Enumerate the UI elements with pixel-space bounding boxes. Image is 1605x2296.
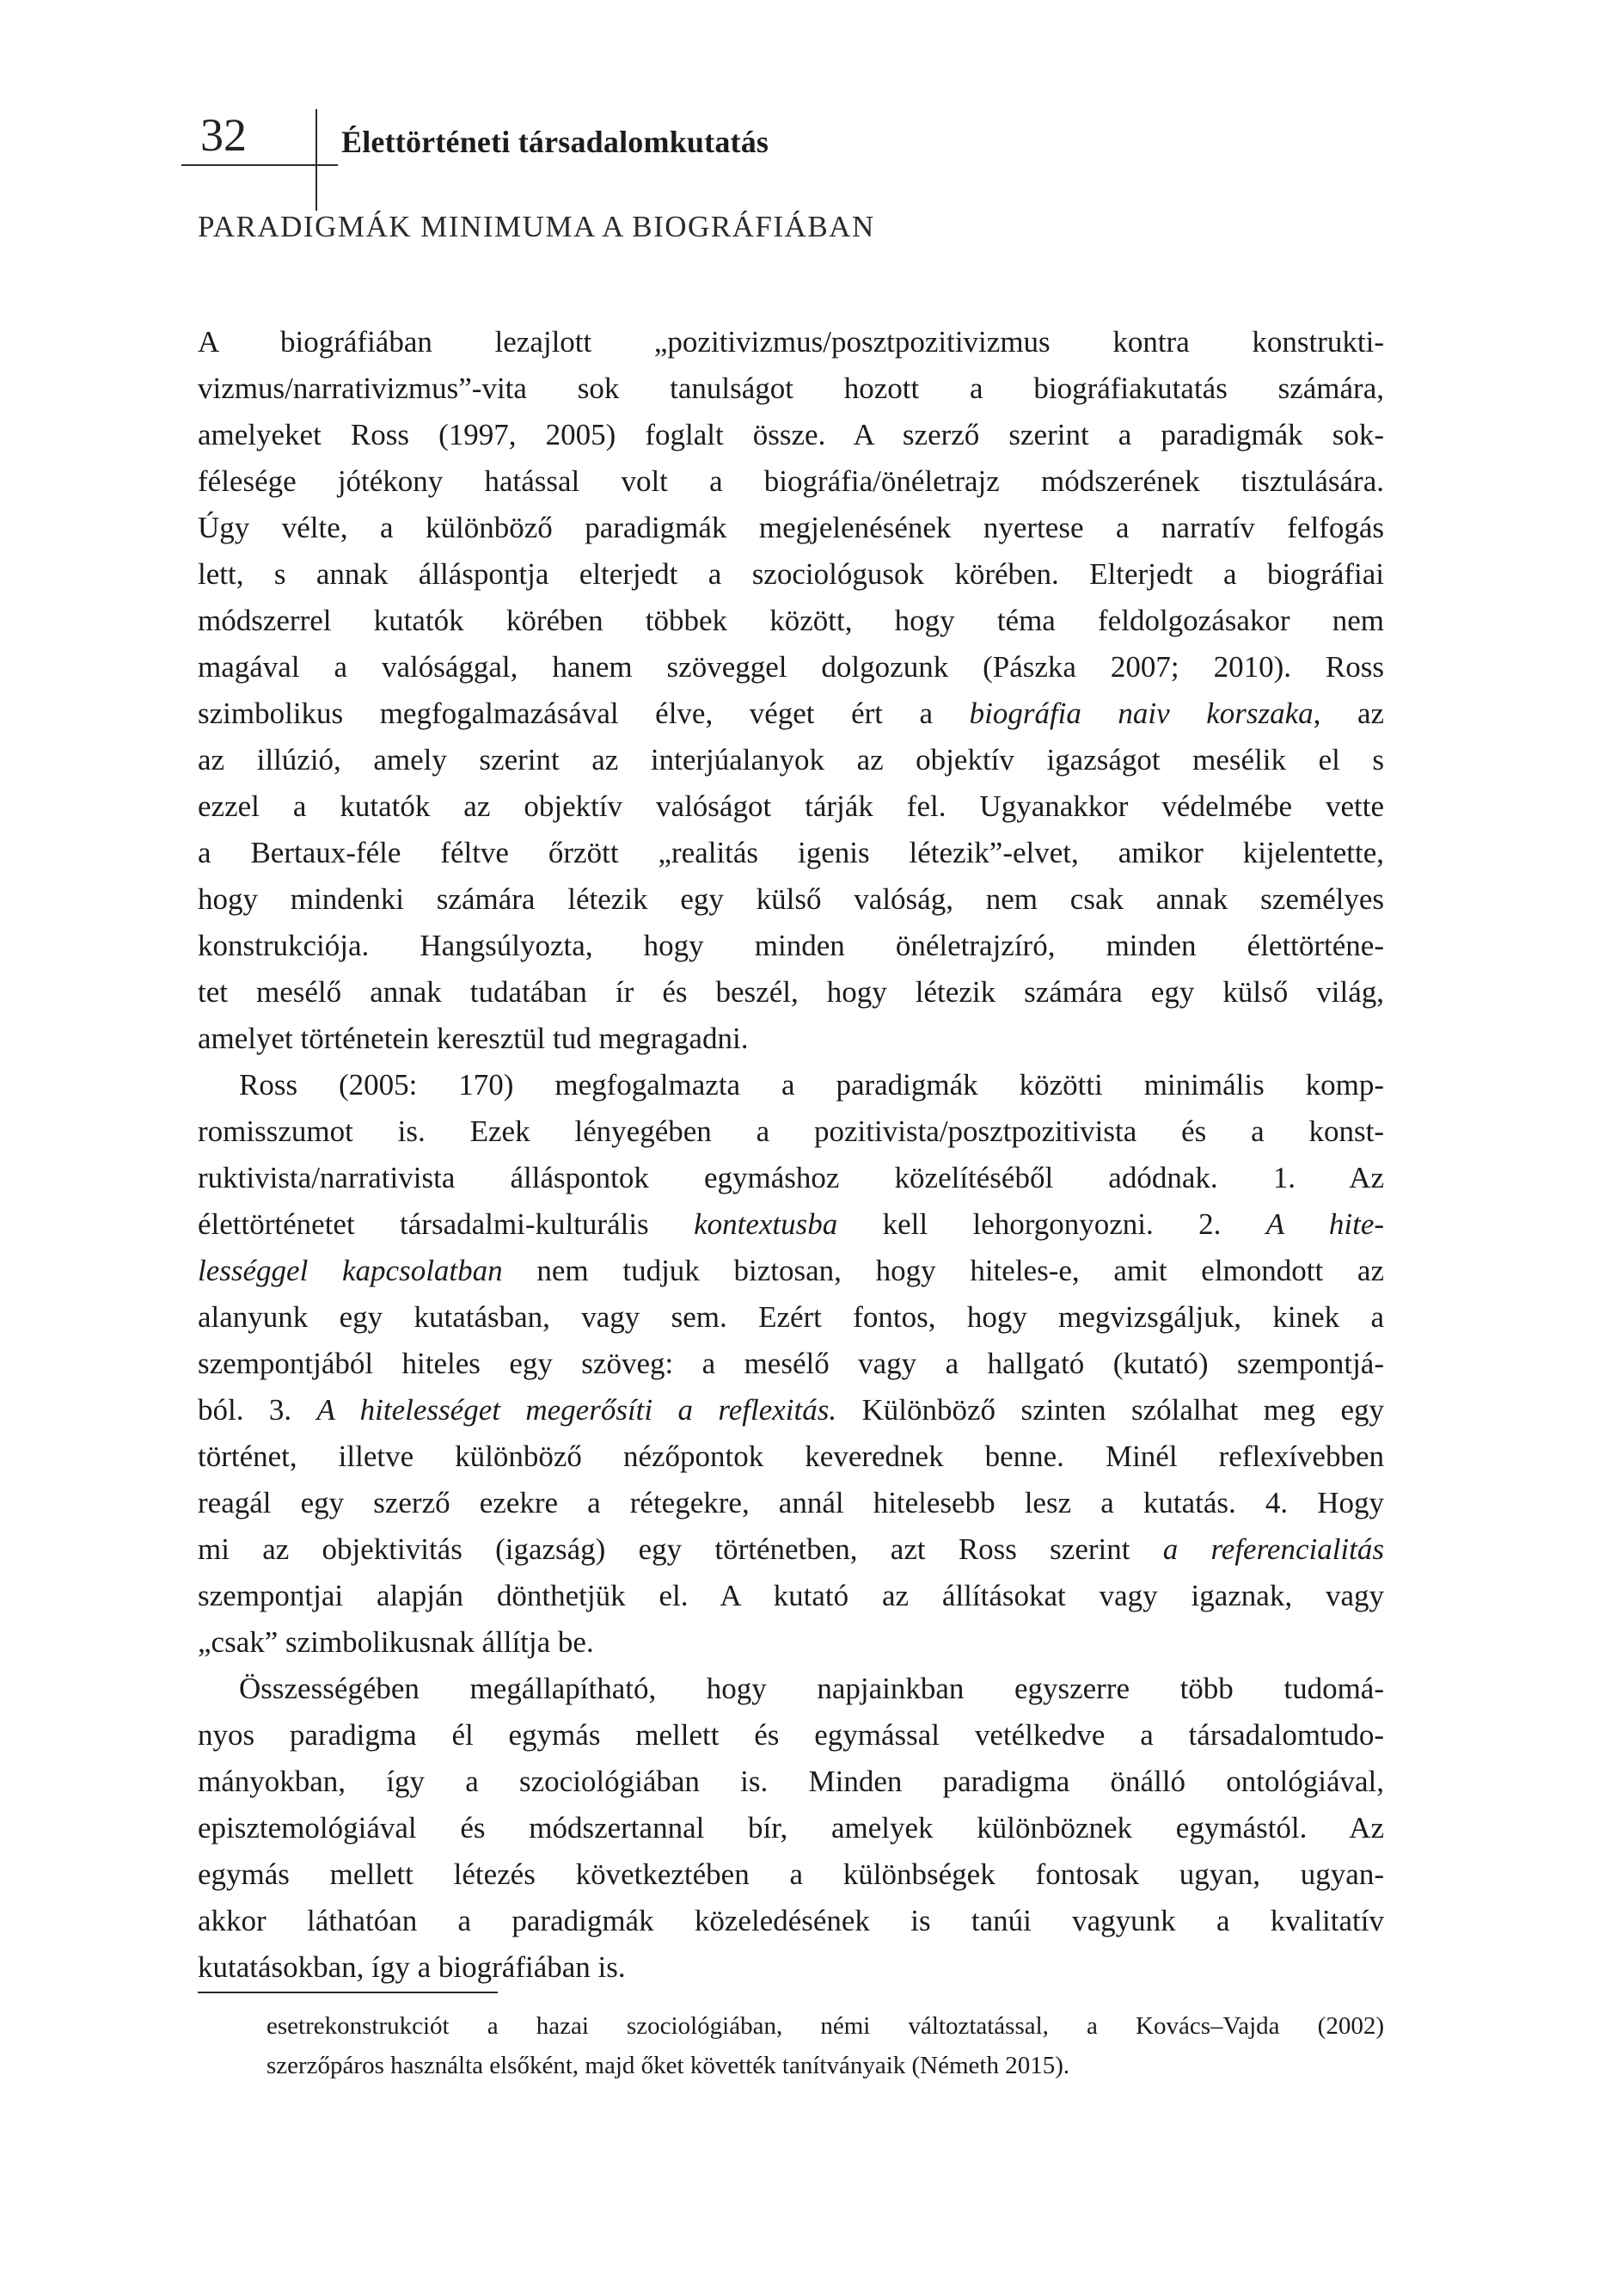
text-line	[198, 923, 1384, 969]
text-line	[198, 1666, 1384, 1712]
text-run: Úgy vélte, a különböző paradigmák megjelenésének nyertese a narratív felfogás	[198, 511, 1384, 544]
text-line	[198, 737, 1384, 783]
body-text	[198, 319, 1384, 1991]
text-line	[266, 2006, 1384, 2046]
italic-text-run: biográfia naiv korszaka	[969, 697, 1314, 730]
text-line	[198, 1944, 1384, 1991]
text-run: az illúzió, amely szerint az interjúalanyok az objektív igazságot mesélik el s	[198, 743, 1384, 777]
text-line	[198, 1619, 1384, 1666]
text-run: nyos paradigma él egymás mellett és egymással vetélkedve a társadalomtudo-	[198, 1718, 1384, 1752]
text-run: amelyet történetein keresztül tud megragadni.	[198, 1022, 749, 1055]
text-run: episztemológiával és módszertannal bír, amelyek különböznek egymástól. Az	[198, 1811, 1384, 1845]
text-run: lett, s annak álláspontja elterjedt a szociológusok körében. Elterjedt a biográfiai	[198, 557, 1384, 591]
text-line	[198, 551, 1384, 598]
text-run: magával a valósággal, hanem szöveggel dolgozunk (Pászka 2007; 2010). Ross	[198, 650, 1384, 684]
text-line	[198, 1759, 1384, 1805]
text-run: esetrekonstrukciót a hazai szociológiában, némi változtatással, a Kovács–Vajda (2002)	[266, 2012, 1384, 2040]
footnote-separator-rule	[198, 1992, 498, 1993]
text-run: félesége jótékony hatással volt a biográfia/önéletrajz módszerének tisztulására.	[198, 464, 1384, 498]
text-run: szerzőpáros használta elsőként, majd őket követték tanítványaik (Németh 2015).	[266, 2052, 1070, 2079]
text-run: „csak” szimbolikusnak állítja be.	[198, 1625, 594, 1659]
text-run: Különböző szinten szólalhat meg egy	[836, 1393, 1384, 1427]
text-line	[198, 1201, 1384, 1248]
text-run: akkor láthatóan a paradigmák közeledésének is tanúi vagyunk a kvalitatív	[198, 1904, 1384, 1937]
text-line	[198, 1805, 1384, 1851]
text-line	[198, 1480, 1384, 1526]
text-line	[198, 876, 1384, 923]
text-line	[198, 1248, 1384, 1294]
text-run: alanyunk egy kutatásban, vagy sem. Ezért fontos, hogy megvizsgáljuk, kinek a	[198, 1300, 1384, 1334]
text-line	[198, 1851, 1384, 1898]
text-line	[198, 783, 1384, 830]
text-run: romisszumot is. Ezek lényegében a pozitivista/posztpozitivista és a konst-	[198, 1114, 1384, 1148]
text-line	[198, 1573, 1384, 1619]
running-header: Élettörténeti társadalomkutatás	[341, 125, 769, 159]
text-run: vizmus/narrativizmus”-vita sok tanulságot hozott a biográfiakutatás számára,	[198, 371, 1384, 405]
italic-text-run: a referencialitás	[1162, 1532, 1384, 1566]
text-run: módszerrel kutatók körében többek között, hogy téma feldolgozásakor nem	[198, 604, 1384, 637]
text-line	[198, 1062, 1384, 1108]
text-run: amelyeket Ross (1997, 2005) foglalt össze. A szerző szerint a paradigmák sok-	[198, 418, 1384, 451]
text-line	[198, 458, 1384, 505]
text-line	[198, 1108, 1384, 1155]
text-run: A biográfiában lezajlott „pozitivizmus/posztpozitivizmus kontra konstrukti-	[198, 325, 1384, 359]
text-run: egymás mellett létezés következtében a különbségek fontosak ugyan, ugyan-	[198, 1857, 1384, 1891]
text-run: történet, illetve különböző nézőpontok keverednek benne. Minél reflexívebben	[198, 1440, 1384, 1473]
section-title: PARADIGMÁK MINIMUMA A BIOGRÁFIÁBAN	[198, 210, 875, 243]
italic-text-run: kontextusba	[694, 1207, 838, 1241]
text-line	[198, 1526, 1384, 1573]
text-line	[266, 2046, 1384, 2085]
text-run: ruktivista/narrativista álláspontok egymáshoz közelítéséből adódnak. 1. Az	[198, 1161, 1384, 1194]
text-line	[198, 1433, 1384, 1480]
text-line	[198, 1898, 1384, 1944]
page-number: 32	[200, 109, 247, 161]
text-run: szempontjai alapján dönthetjük el. A kutató az állításokat vagy igaznak, vagy	[198, 1579, 1384, 1612]
text-line	[198, 505, 1384, 551]
text-run: Ross (2005: 170) megfogalmazta a paradigmák közötti minimális komp-	[239, 1068, 1384, 1102]
text-run: , az	[1313, 697, 1385, 730]
text-line	[198, 1155, 1384, 1201]
text-line	[198, 365, 1384, 412]
text-line	[198, 830, 1384, 876]
text-line	[198, 644, 1384, 691]
text-run: hogy mindenki számára létezik egy külső valóság, nem csak annak személyes	[198, 882, 1384, 916]
text-run: mányokban, így a szociológiában is. Minden paradigma önálló ontológiával,	[198, 1765, 1384, 1798]
text-line	[198, 969, 1384, 1016]
text-line	[198, 319, 1384, 365]
text-run: szimbolikus megfogalmazásával élve, véget ért a	[198, 697, 970, 730]
header-vertical-rule	[315, 109, 317, 211]
text-run: nem tudjuk biztosan, hogy hiteles-e, amit elmondott az	[502, 1254, 1384, 1287]
text-line	[198, 1387, 1384, 1433]
text-line	[198, 1016, 1384, 1062]
header-horizontal-rule	[181, 164, 338, 166]
text-run: konstrukciója. Hangsúlyozta, hogy minden önéletrajzíró, minden élettörténe-	[198, 929, 1384, 962]
italic-text-run: A hitelességet megerősíti a reflexitás.	[316, 1393, 837, 1427]
italic-text-run: A hite-	[1265, 1207, 1385, 1241]
text-run: a Bertaux-féle féltve őrzött „realitás igenis létezik”-elvet, amikor kijelentette,	[198, 836, 1384, 869]
text-run: ból. 3.	[198, 1393, 317, 1427]
text-run: szempontjából hiteles egy szöveg: a mesélő vagy a hallgató (kutató) szempontjá-	[198, 1347, 1384, 1380]
text-run: tet mesélő annak tudatában ír és beszél, hogy létezik számára egy külső világ,	[198, 975, 1384, 1009]
text-run: mi az objektivitás (igazság) egy történetben, azt Ross szerint	[198, 1532, 1163, 1566]
text-run: kutatásokban, így a biográfiában is.	[198, 1950, 626, 1984]
footnote	[266, 2006, 1384, 2085]
text-run: Összességében megállapítható, hogy napjainkban egyszerre több tudomá-	[239, 1672, 1384, 1705]
text-line	[198, 598, 1384, 644]
text-line	[198, 691, 1384, 737]
italic-text-run: lességgel kapcsolatban	[198, 1254, 503, 1287]
text-run: reagál egy szerző ezekre a rétegekre, annál hitelesebb lesz a kutatás. 4. Hogy	[198, 1486, 1384, 1519]
text-run: kell lehorgonyozni. 2.	[837, 1207, 1266, 1241]
text-line	[198, 412, 1384, 458]
text-run: élettörténetet társadalmi-kulturális	[198, 1207, 695, 1241]
text-line	[198, 1712, 1384, 1759]
text-run: ezzel a kutatók az objektív valóságot tárják fel. Ugyanakkor védelmébe vette	[198, 789, 1384, 823]
text-line	[198, 1294, 1384, 1341]
text-line	[198, 1341, 1384, 1387]
